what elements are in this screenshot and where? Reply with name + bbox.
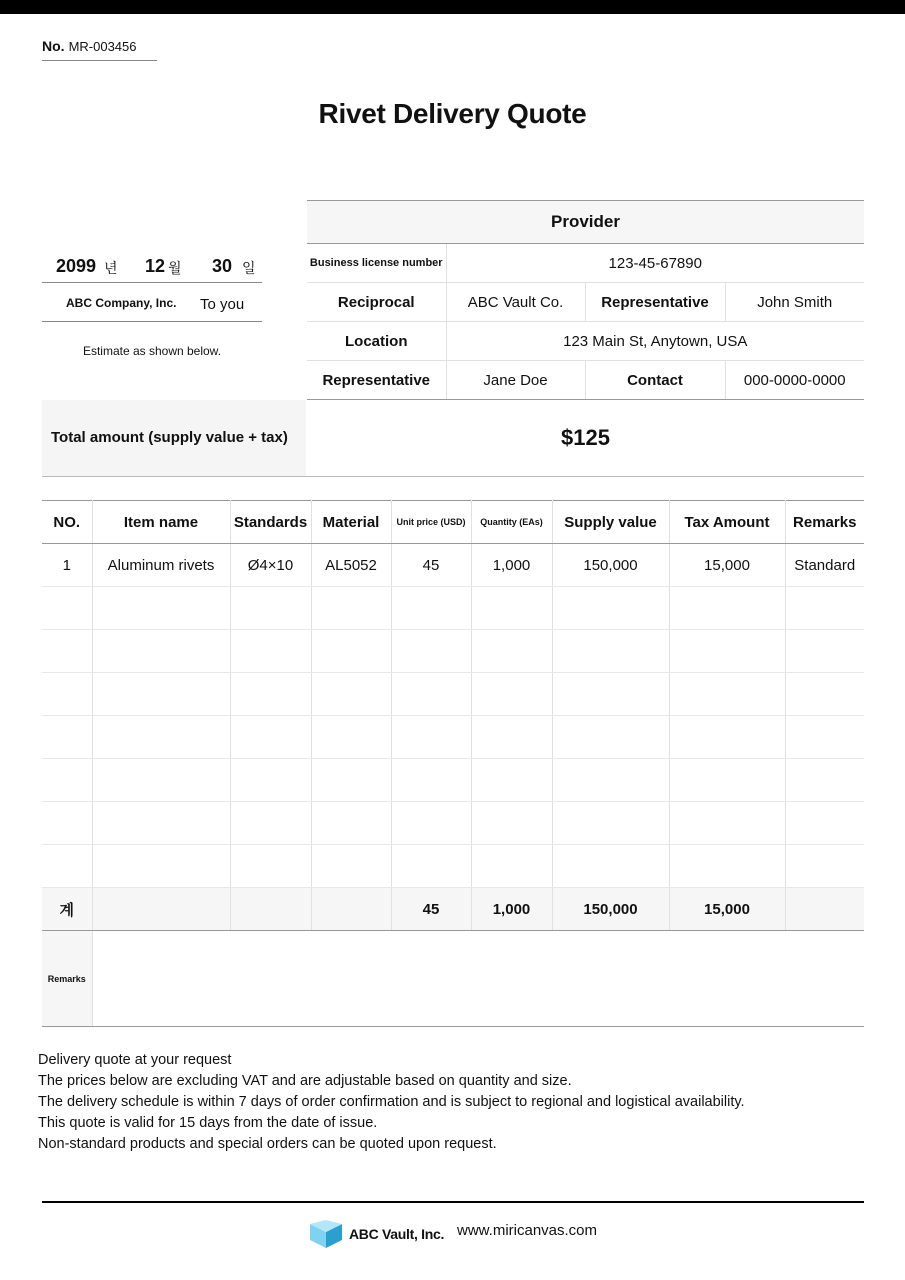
table-row-empty <box>42 716 864 759</box>
cell-tax-amount: 15,000 <box>669 544 785 587</box>
remarks-label: Remarks <box>42 931 92 1027</box>
top-bar <box>0 0 905 14</box>
col-item-name: Item name <box>92 501 230 544</box>
col-tax-amount: Tax Amount <box>669 501 785 544</box>
contact-value: 000-0000-0000 <box>725 361 864 400</box>
issue-date <box>42 250 262 283</box>
table-row <box>42 544 864 587</box>
table-row-empty <box>42 759 864 802</box>
sum-tax-amount: 15,000 <box>669 888 785 931</box>
note-line: The prices below are excluding VAT and are adjustable based on quantity and size. <box>38 1073 572 1089</box>
sum-quantity: 1,000 <box>471 888 552 931</box>
cell-quantity: 1,000 <box>471 544 552 587</box>
footer-website: www.miricanvas.com <box>457 1222 598 1239</box>
sum-unit-price: 45 <box>391 888 471 931</box>
representative-value: John Smith <box>725 283 864 322</box>
col-quantity: Quantity (EAs) <box>471 501 552 544</box>
note-line: Non-standard products and special orders can be quoted upon request. <box>38 1136 497 1152</box>
notes <box>38 1050 868 1155</box>
reciprocal-label: Reciprocal <box>307 283 446 322</box>
document-number <box>42 38 157 61</box>
contact-representative-value: Jane Doe <box>446 361 585 400</box>
recipient-line <box>42 283 262 322</box>
date-month-unit: 월 <box>168 260 182 276</box>
footer-brand: ABC Vault, Inc. <box>349 1226 445 1242</box>
col-remarks: Remarks <box>785 501 864 544</box>
sum-row <box>42 888 864 931</box>
col-material: Material <box>311 501 391 544</box>
footer-divider <box>42 1201 864 1203</box>
total-amount-value: $125 <box>561 425 610 450</box>
contact-label: Contact <box>585 361 725 400</box>
col-supply-value: Supply value <box>552 501 669 544</box>
table-row-empty <box>42 802 864 845</box>
cell-standards: Ø4×10 <box>230 544 311 587</box>
footer <box>0 1218 905 1248</box>
recipient-suffix: To you <box>200 296 245 313</box>
table-row-empty <box>42 673 864 716</box>
recipient-company: ABC Company, Inc. <box>66 296 177 310</box>
table-row-empty <box>42 845 864 888</box>
date-day: 30 <box>212 256 233 276</box>
total-amount-label: Total amount (supply value + tax) <box>42 400 306 476</box>
reciprocal-value: ABC Vault Co. <box>446 283 585 322</box>
col-no: NO. <box>42 501 92 544</box>
brand-logo-icon <box>310 1220 342 1248</box>
date-year-unit: 년 <box>104 260 118 276</box>
note-line: Delivery quote at your request <box>38 1052 232 1068</box>
remarks-content <box>92 931 864 1027</box>
total-amount <box>42 400 864 477</box>
cell-supply-value: 150,000 <box>552 544 669 587</box>
date-month: 12 <box>145 256 166 276</box>
col-unit-price: Unit price (USD) <box>391 501 471 544</box>
table-row-empty <box>42 630 864 673</box>
license-value: 123-45-67890 <box>446 244 864 283</box>
estimate-text: Estimate as shown below. <box>82 344 222 358</box>
remarks-row <box>42 931 864 1027</box>
sum-label: 계 <box>42 888 92 931</box>
table-row-empty <box>42 587 864 630</box>
document-number-label: No. <box>42 38 65 54</box>
date-day-unit: 일 <box>242 260 256 276</box>
sum-supply-value: 150,000 <box>552 888 669 931</box>
note-line: This quote is valid for 15 days from the date of issue. <box>38 1115 378 1131</box>
cell-unit-price: 45 <box>391 544 471 587</box>
col-standards: Standards <box>230 501 311 544</box>
page-title: Rivet Delivery Quote <box>318 98 587 129</box>
location-value: 123 Main St, Anytown, USA <box>446 322 864 361</box>
date-year: 2099 <box>56 256 97 276</box>
representative-label: Representative <box>585 283 725 322</box>
cell-material: AL5052 <box>311 544 391 587</box>
license-label: Business license number <box>307 244 446 283</box>
provider-table <box>307 200 864 400</box>
items-table <box>42 500 864 1027</box>
cell-item-name: Aluminum rivets <box>92 544 230 587</box>
provider-header: Provider <box>307 201 864 244</box>
document-number-value: MR-003456 <box>68 39 137 54</box>
cell-remarks: Standard <box>785 544 864 587</box>
contact-representative-label: Representative <box>307 361 446 400</box>
cell-no: 1 <box>42 544 92 587</box>
note-line: The delivery schedule is within 7 days of order confirmation and is subject to regional and logistical availability. <box>38 1094 745 1110</box>
location-label: Location <box>307 322 446 361</box>
